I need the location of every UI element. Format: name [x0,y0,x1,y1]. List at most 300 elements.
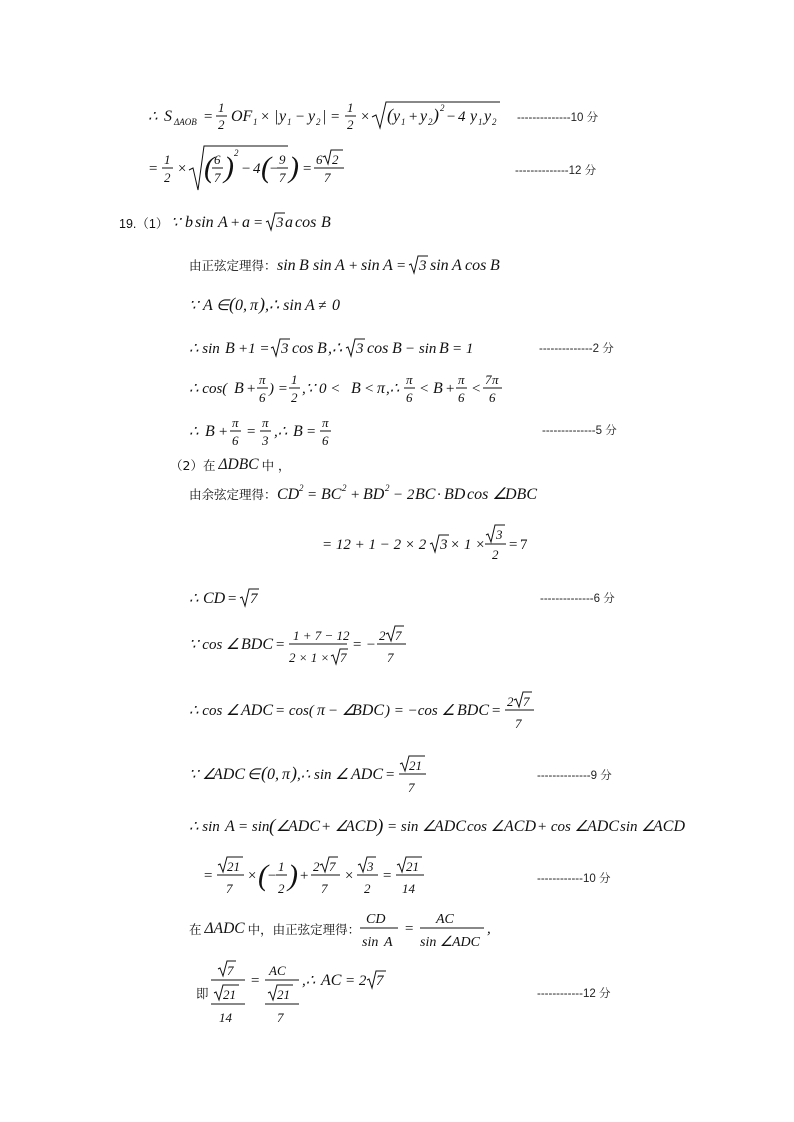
svg-text:7: 7 [408,780,415,795]
svg-text:3: 3 [496,527,503,542]
formula-line-3 [171,210,341,234]
svg-text:+: + [218,424,229,440]
svg-text:ADC: ADC [452,935,481,950]
svg-text:sin: sin [362,935,379,950]
svg-text:−: − [269,161,280,177]
svg-text:6: 6 [322,433,329,448]
svg-text:A: A [384,935,393,950]
svg-text:∴ cos(: ∴ cos( [189,381,228,397]
svg-text:π: π [458,372,465,387]
svg-text:2: 2 [278,881,285,896]
svg-text:ACD: ACD [345,818,377,835]
svg-text:2: 2 [341,483,347,493]
svg-text:π: π [492,372,499,387]
svg-text:AC: AC [320,972,341,989]
svg-text:π: π [406,372,413,387]
part2-label: （2）在 [170,458,216,473]
svg-text:): ) [288,859,298,892]
svg-text:,∴ sin ∠: ,∴ sin ∠ [297,767,349,783]
svg-text:×: × [360,109,371,125]
svg-text:7: 7 [515,716,522,731]
svg-text:2: 2 [164,170,171,185]
svg-text:+ ∠: + ∠ [321,819,349,835]
svg-text:+: + [347,258,358,274]
score-9: --------------9 分 [537,770,612,782]
svg-text:(: ( [387,105,393,125]
formula-area-tail [470,98,510,134]
svg-text:2: 2 [316,117,321,127]
svg-text:=: = [227,591,238,607]
svg-text:0,: 0, [235,297,247,314]
svg-text:,∴ sin: ,∴ sin [265,297,302,314]
svg-text:(: ( [261,151,271,184]
svg-text:sin: sin [195,214,214,231]
svg-text:cos ∠: cos ∠ [467,819,505,835]
svg-text:1: 1 [287,117,292,127]
svg-text:∵: ∵ [171,215,181,231]
svg-text:cos: cos [292,340,314,357]
formula-line-12 [189,586,279,610]
svg-text:2: 2 [428,117,433,127]
formula-cd [189,586,279,610]
svg-text:,∴: ,∴ [274,424,288,440]
svg-text:cos: cos [464,257,486,274]
svg-text:,∵ 0 <: ,∵ 0 < [302,381,341,397]
svg-text:=: = [404,921,415,937]
svg-text:A: A [218,214,228,231]
svg-text:): ) [377,816,384,837]
svg-text:OF: OF [231,108,253,125]
triangle-dbc: ΔDBC [218,456,259,473]
svg-text:1: 1 [478,117,483,127]
svg-text:−: − [267,868,278,884]
formula-area-value [148,142,348,196]
svg-text:7: 7 [226,963,234,978]
svg-text:7: 7 [250,591,258,607]
svg-text:BC: BC [414,486,435,503]
svg-text:− sin: − sin [405,341,437,357]
hence-label: 即 [196,986,209,1001]
svg-text:2: 2 [440,103,445,113]
score-10-b: ------------10 分 [537,873,611,885]
svg-text:2: 2 [347,117,354,132]
svg-text:(: ( [258,859,268,892]
formula-line-9 [170,453,291,477]
svg-text:|: | [322,108,327,125]
svg-text:− 2: − 2 [392,487,414,503]
svg-text:(: ( [204,151,214,184]
formula-line-6 [189,336,479,360]
svg-text:π: π [377,380,386,397]
svg-text:3: 3 [356,341,364,357]
svg-text:B: B [317,340,327,357]
svg-text:3: 3 [276,215,284,231]
triangle-adc: ΔADC [204,920,245,937]
svg-text:AC: AC [436,912,455,927]
svg-text:∴ sin: ∴ sin [189,819,220,835]
svg-text:=: = [385,767,396,783]
triangle-adc-prefix: 在 [189,922,202,937]
svg-text:A: A [451,257,462,274]
svg-text:BDC: BDC [457,702,489,719]
svg-text:ADC: ADC [288,818,320,835]
formula-line-18 [189,905,500,953]
svg-text:1: 1 [253,117,258,127]
svg-text:2: 2 [492,117,497,127]
formula-sin-a-expand [189,814,689,838]
score-12-b: ------------12 分 [537,988,611,1000]
svg-text:π: π [262,415,269,430]
formula-sin-a-value [203,852,433,902]
formula-cd-squared [322,522,522,568]
formula-sine-rule [277,253,502,277]
svg-text:×: × [177,161,188,177]
svg-text:2: 2 [364,881,371,896]
svg-text:14: 14 [402,881,415,896]
svg-text:=: = [253,215,264,231]
svg-text:B: B [225,340,235,357]
svg-text:7: 7 [387,650,394,665]
svg-text:y: y [420,108,428,125]
svg-text:≠: ≠ [318,298,327,314]
formula-sin-adc [189,752,439,800]
svg-text:2: 2 [234,148,239,158]
svg-text:(: ( [229,294,235,314]
svg-text:∵ ∠: ∵ ∠ [189,767,216,783]
svg-text:4: 4 [253,161,261,177]
svg-text:y: y [470,108,478,125]
svg-text:+: + [246,381,257,397]
svg-text:) = −cos ∠: ) = −cos ∠ [385,703,455,719]
svg-text:): ) [259,294,265,314]
svg-text:1: 1 [291,372,298,387]
svg-text:sin ∠: sin ∠ [420,935,453,950]
svg-text:−: − [241,161,252,177]
score-5: --------------5 分 [542,425,617,437]
svg-text:AC: AC [268,963,286,978]
svg-text:B: B [321,214,331,231]
svg-text:π: π [282,766,291,783]
svg-text:DBC: DBC [504,486,537,503]
svg-text:21: 21 [406,859,419,874]
svg-text:BDC: BDC [241,636,273,653]
svg-text:×: × [344,868,355,884]
svg-text:=: = [306,487,317,503]
formula-cos-adc [189,688,539,736]
svg-text:2 × 1 ×: 2 × 1 × [289,650,330,665]
svg-text:|: | [274,108,279,125]
svg-text:<: < [364,381,375,397]
formula-line-17 [203,852,433,902]
svg-text:21: 21 [276,987,290,1002]
svg-text:21: 21 [227,859,240,874]
svg-text:= sin ∠: = sin ∠ [387,819,436,835]
svg-text:= 1: = 1 [452,341,474,357]
svg-text:∠: ∠ [276,819,290,835]
svg-text:=: = [302,161,313,177]
svg-text:∴ cos ∠: ∴ cos ∠ [189,703,240,719]
svg-text:3: 3 [418,258,427,274]
svg-text:A: A [334,257,345,274]
svg-text:a: a [285,214,293,231]
svg-text:(: ( [261,763,267,783]
svg-text:2: 2 [298,483,304,493]
svg-text:7: 7 [340,650,347,665]
formula-line-10 [189,482,547,506]
svg-text:=: = [395,258,406,274]
svg-text:B: B [205,423,215,440]
svg-text:7: 7 [324,170,331,185]
svg-text:CD: CD [366,912,386,927]
svg-text:B: B [392,340,402,357]
svg-text:A: A [203,297,213,314]
svg-text:7: 7 [226,881,233,896]
svg-text:B: B [439,340,449,357]
svg-text:+: + [445,381,456,397]
svg-text:∴: ∴ [189,591,199,607]
svg-text:×: × [247,868,258,884]
svg-text:+: + [408,109,419,125]
svg-text:6: 6 [458,390,465,405]
svg-text:B: B [293,423,303,440]
svg-text:cos: cos [367,340,389,357]
svg-text:a: a [242,214,250,231]
svg-text:= sin: = sin [238,819,270,835]
score-10-a: --------------10 分 [517,112,599,124]
svg-text:21: 21 [409,758,422,773]
svg-text:1 + 7 − 12: 1 + 7 − 12 [293,628,350,643]
svg-text:3: 3 [262,433,269,448]
formula-line-8 [189,411,349,455]
svg-text:×: × [260,109,271,125]
svg-text:+ cos ∠: + cos ∠ [537,819,589,835]
svg-text:6: 6 [489,390,496,405]
formula-line-14 [189,688,539,736]
svg-text:ADC: ADC [434,818,466,835]
svg-text:) =: ) = [269,381,288,397]
svg-text:2: 2 [379,628,386,643]
svg-text:y: y [308,108,316,125]
formula-line-15 [189,752,439,800]
svg-text:,: , [487,921,491,937]
svg-text:=: = [148,161,159,177]
svg-text:A: A [382,257,393,274]
svg-text:B: B [433,380,443,397]
svg-text:BC: BC [320,486,341,503]
svg-text:ΔAOB: ΔAOB [174,117,197,127]
svg-text:y: y [484,108,492,125]
formula-given [171,210,341,234]
svg-text:−: − [295,109,306,125]
svg-text:): ) [289,151,299,184]
formula-a-range [189,293,349,317]
svg-text:= cos(: = cos( [275,703,314,719]
svg-text:7: 7 [276,1010,284,1025]
cosine-rule-label: 由余弦定理得： [189,487,277,502]
svg-text:6: 6 [259,390,266,405]
svg-text:+: + [299,868,310,884]
svg-text:π: π [232,415,239,430]
svg-text:7: 7 [279,170,286,185]
svg-text:= −: = − [352,637,376,653]
svg-text:=: = [249,973,260,989]
svg-text:BD: BD [362,486,384,503]
svg-text:π: π [250,297,259,314]
svg-text:7: 7 [523,694,530,709]
svg-text:,∴: ,∴ [386,381,400,397]
svg-text:2: 2 [492,547,499,562]
svg-text:∴: ∴ [189,424,199,440]
svg-text:=: = [246,424,257,440]
part2-suffix: 中 ， [261,458,291,473]
svg-text:): ) [224,151,234,184]
formula-line-2 [148,142,348,196]
svg-text:2: 2 [313,859,320,874]
svg-text:7: 7 [214,170,221,185]
formula-area-aob [148,98,478,134]
formula-line-16 [189,814,689,838]
svg-text:=: = [330,109,341,125]
svg-text:sin: sin [276,257,296,274]
svg-text:,∴: ,∴ [301,973,315,989]
svg-text:3: 3 [281,341,289,357]
svg-text:cos: cos [295,214,317,231]
formula-line-19 [196,958,409,1028]
svg-text:9: 9 [279,152,286,167]
svg-text:0: 0 [332,297,340,314]
svg-text:7: 7 [329,859,336,874]
svg-text:∈: ∈ [216,298,230,314]
svg-text:): ) [291,763,297,783]
svg-text:π: π [259,372,266,387]
svg-text:=: = [306,424,317,440]
svg-text:0,: 0, [267,766,279,783]
svg-text:ADC: ADC [241,702,273,719]
svg-text:=: = [203,109,214,125]
formula-ac [209,958,409,1028]
svg-text:+: + [349,487,360,503]
svg-text:2: 2 [218,117,225,132]
svg-text:ACD: ACD [504,818,536,835]
svg-text:∴ sin: ∴ sin [189,341,220,357]
svg-text:2: 2 [384,483,390,493]
svg-text:(: ( [269,816,276,837]
svg-text:π: π [317,702,326,719]
formula-line-5 [189,293,349,317]
svg-text:sin ∠: sin ∠ [620,819,655,835]
svg-text:S: S [164,108,172,125]
svg-text:CD: CD [203,590,226,607]
formula-line-13 [189,622,419,670]
svg-text:B: B [489,257,500,274]
svg-text:ADC: ADC [351,766,383,783]
svg-text:3: 3 [440,537,448,553]
formula-line-1 [148,98,510,134]
svg-text:π: π [322,415,329,430]
svg-text:ACD: ACD [653,818,685,835]
svg-text:1: 1 [278,859,285,874]
svg-text:+: + [230,215,241,231]
svg-text:− ∠: − ∠ [328,703,356,719]
svg-text:14: 14 [218,1010,232,1025]
svg-text:=: = [382,868,393,884]
score-2: --------------2 分 [539,343,614,355]
svg-text:∴: ∴ [148,109,158,125]
svg-text:1: 1 [401,117,406,127]
formula-cos-shift [189,368,509,412]
svg-text:= 2: = 2 [344,973,366,989]
svg-text:B: B [298,257,309,274]
svg-text:A: A [225,818,235,835]
triangle-adc-suffix: 中，由正弦定理得： [247,922,361,937]
question-label: 19.（1） [119,217,169,231]
svg-text:y: y [393,108,401,125]
svg-text:=: = [275,637,286,653]
svg-text:B: B [351,380,361,397]
svg-text:∈: ∈ [247,767,261,783]
svg-text:2: 2 [507,694,514,709]
svg-text:7: 7 [485,372,492,387]
svg-text:ADC: ADC [587,818,619,835]
formula-sinb-eq [189,336,479,360]
formula-line-7 [189,368,509,412]
svg-text:= 12 + 1 − 2 × 2: = 12 + 1 − 2 × 2 [322,537,427,553]
svg-text:2: 2 [332,152,339,167]
svg-text:× 1 ×: × 1 × [450,537,486,553]
svg-text:+1 =: +1 = [238,341,270,357]
svg-text:4: 4 [458,109,466,125]
sine-rule-label: 由正弦定理得： [189,258,277,273]
svg-text:cos ∠: cos ∠ [466,486,507,503]
svg-text:ADC: ADC [213,766,245,783]
formula-cosine-rule [277,482,547,506]
svg-text:BD: BD [443,486,465,503]
formula-b-value [189,411,349,455]
svg-text:=: = [491,703,502,719]
svg-text:6: 6 [316,152,323,167]
svg-text:1: 1 [347,100,354,115]
svg-text:sin: sin [429,257,449,274]
svg-text:−: − [446,109,457,125]
svg-text:·: · [436,487,441,503]
svg-text:BDC: BDC [352,702,384,719]
svg-text:): ) [433,105,439,125]
svg-text:<: < [419,381,430,397]
svg-text:sin: sin [312,257,332,274]
svg-text:A: A [305,297,315,314]
svg-text:1: 1 [164,152,171,167]
svg-text:=: = [203,868,214,884]
svg-text:∵ cos ∠: ∵ cos ∠ [189,637,240,653]
formula-line-4 [189,253,502,277]
svg-text:CD: CD [276,486,299,503]
svg-text:B: B [234,380,244,397]
score-6: --------------6 分 [540,593,615,605]
svg-text:,∴: ,∴ [328,340,343,357]
svg-text:=: = [508,537,519,553]
svg-text:b: b [185,214,193,231]
svg-text:sin: sin [360,257,380,274]
svg-text:y: y [279,108,287,125]
score-12-a: --------------12 分 [515,165,597,177]
svg-text:7: 7 [321,881,328,896]
svg-text:<: < [471,381,482,397]
svg-text:3: 3 [367,859,374,874]
svg-text:2: 2 [291,390,298,405]
svg-text:6: 6 [214,152,221,167]
svg-text:21: 21 [222,987,236,1002]
svg-text:∵: ∵ [189,298,199,314]
